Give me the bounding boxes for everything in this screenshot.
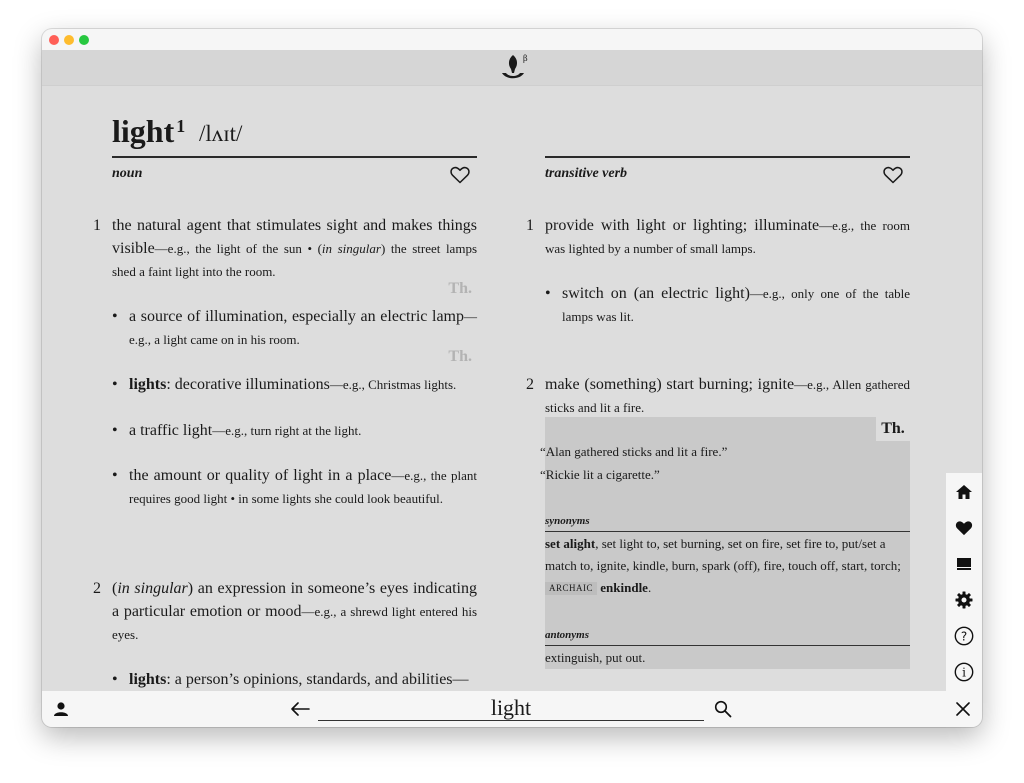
- info-circle-icon[interactable]: [954, 662, 974, 682]
- sense-number: 1: [93, 217, 101, 234]
- part-of-speech-label: noun: [112, 166, 143, 181]
- thesaurus-quote: “Rickie lit a cigarette.”: [540, 467, 660, 482]
- sense-example: —e.g., the light of the sun • (: [154, 241, 322, 256]
- bottom-bar: [42, 691, 982, 727]
- archaic-tag: ARCHAIC: [545, 582, 597, 595]
- subsense-2a: [112, 668, 477, 691]
- sense-usage: in singular: [117, 580, 188, 597]
- bullet: •: [112, 467, 118, 484]
- sense-1: [93, 214, 478, 283]
- headword-text: light: [112, 113, 175, 149]
- close-window-button[interactable]: [49, 35, 59, 45]
- synonyms-list: [545, 533, 907, 599]
- bullet: •: [112, 376, 118, 393]
- quill-logo-icon: [498, 53, 528, 83]
- app-header: [42, 50, 982, 86]
- antonyms-list: extinguish, put out.: [545, 650, 646, 665]
- sense-number: 1: [526, 217, 534, 234]
- headword: [112, 115, 185, 147]
- sense-number: 2: [526, 376, 534, 393]
- heart-outline-icon[interactable]: [450, 166, 470, 184]
- sense-example: —e.g., the plant requires good light • in some lights she could look beautiful.: [129, 468, 477, 506]
- synonyms-label: synonyms: [545, 515, 590, 527]
- question-circle-icon[interactable]: [954, 626, 974, 646]
- thesaurus-quote: “Alan gathered sticks and lit a fire.”: [540, 444, 728, 459]
- zoom-window-button[interactable]: [79, 35, 89, 45]
- entry-content: [42, 86, 982, 691]
- minimize-window-button[interactable]: [64, 35, 74, 45]
- thesaurus-link[interactable]: Th.: [448, 348, 472, 365]
- side-nav: [946, 473, 982, 691]
- heart-icon[interactable]: [954, 518, 974, 538]
- antonyms-label: antonyms: [545, 629, 590, 641]
- headword-superscript: 1: [176, 116, 186, 136]
- sense-open-paren: (: [112, 580, 118, 597]
- sense-example-em: in singular: [321, 241, 381, 256]
- sense-example: —e.g., Allen gathered sticks and lit a fire.: [545, 377, 911, 415]
- bullet: •: [112, 422, 118, 439]
- sense-definition: ) an expression in someone’s eyes indicating a particular emotion or mood: [112, 580, 477, 620]
- search-icon[interactable]: [713, 699, 733, 719]
- synonym-end: .: [647, 580, 652, 595]
- antonyms-rule: [545, 645, 910, 646]
- svg-text:?: ?: [960, 629, 968, 644]
- sense-keyword: lights: [129, 671, 167, 688]
- thesaurus-panel: [540, 417, 910, 669]
- sense-definition: the amount or quality of light in a place: [129, 467, 392, 484]
- bullet: •: [112, 671, 118, 688]
- sense-example: —e.g., Christmas lights.: [329, 377, 457, 392]
- arrow-left-icon[interactable]: [290, 699, 310, 719]
- person-icon[interactable]: [51, 699, 71, 719]
- bullet: •: [545, 285, 551, 302]
- verb-sense-1: [526, 214, 911, 260]
- bullet: •: [112, 308, 118, 325]
- sense-definition: a traffic light: [129, 422, 213, 439]
- sense-keyword: lights: [129, 376, 167, 393]
- verb-sense-2: [526, 373, 911, 419]
- close-icon[interactable]: [953, 699, 973, 719]
- synonym-archaic[interactable]: enkindle: [600, 580, 648, 595]
- sense-example: —e.g., turn right at the light.: [212, 423, 362, 438]
- search-input[interactable]: [318, 696, 704, 721]
- logo-beta-label: β: [523, 54, 528, 63]
- sense-2: [93, 577, 478, 646]
- svg-text:i: i: [962, 665, 966, 680]
- synonym-text: , set light to, set burning, set on fire, set fire to, put/set a match to, ignite, kindle, burn, spark (off), fire, touch off, start, torch;: [545, 536, 901, 573]
- synonyms-rule: [545, 531, 910, 532]
- heart-outline-icon[interactable]: [883, 166, 903, 184]
- sense-example: —e.g., the room was lighted by a number of small lamps.: [545, 218, 911, 256]
- subsense-1d: [112, 464, 477, 510]
- sense-definition: switch on (an electric light): [562, 285, 750, 302]
- gear-icon[interactable]: [954, 590, 974, 610]
- verb-column: [526, 156, 911, 665]
- app-window: [42, 29, 982, 727]
- verb-subsense-1a: [545, 282, 910, 328]
- sense-definition: : decorative illuminations: [166, 376, 330, 393]
- sense-definition: : a person’s opinions, standards, and abilities—: [166, 671, 469, 688]
- synonym-primary[interactable]: set alight: [545, 536, 596, 551]
- subsense-1a: [112, 305, 477, 351]
- sense-number: 2: [93, 580, 101, 597]
- thesaurus-link[interactable]: Th.: [448, 280, 472, 297]
- sense-example: —e.g., only one of the table lamps was lit.: [562, 286, 910, 324]
- subsense-1c: [112, 419, 477, 442]
- sense-definition: the natural agent that stimulates sight and makes things visible: [112, 217, 477, 257]
- sense-definition: make (something) start burning; ignite: [545, 376, 795, 393]
- subsense-1b: [112, 373, 477, 396]
- thesaurus-button[interactable]: Th.: [876, 417, 910, 441]
- noun-column: [93, 156, 478, 688]
- inbox-icon[interactable]: [954, 554, 974, 574]
- part-of-speech-row: [112, 156, 477, 190]
- part-of-speech-label: transitive verb: [545, 166, 628, 181]
- sense-definition: provide with light or lighting; illuminate: [545, 217, 820, 234]
- sense-example: —e.g., a light came on in his room.: [129, 309, 477, 347]
- home-icon[interactable]: [954, 482, 974, 502]
- sense-definition: a source of illumination, especially an electric lamp: [129, 308, 464, 325]
- pronunciation: /lʌɪt/: [199, 121, 243, 146]
- part-of-speech-row: [545, 156, 910, 190]
- title-bar: [42, 29, 982, 50]
- sense-example: —e.g., a shrewd light entered his eyes.: [112, 604, 478, 642]
- sense-example-rest: ) the street lamps shed a faint light into the room.: [112, 241, 478, 279]
